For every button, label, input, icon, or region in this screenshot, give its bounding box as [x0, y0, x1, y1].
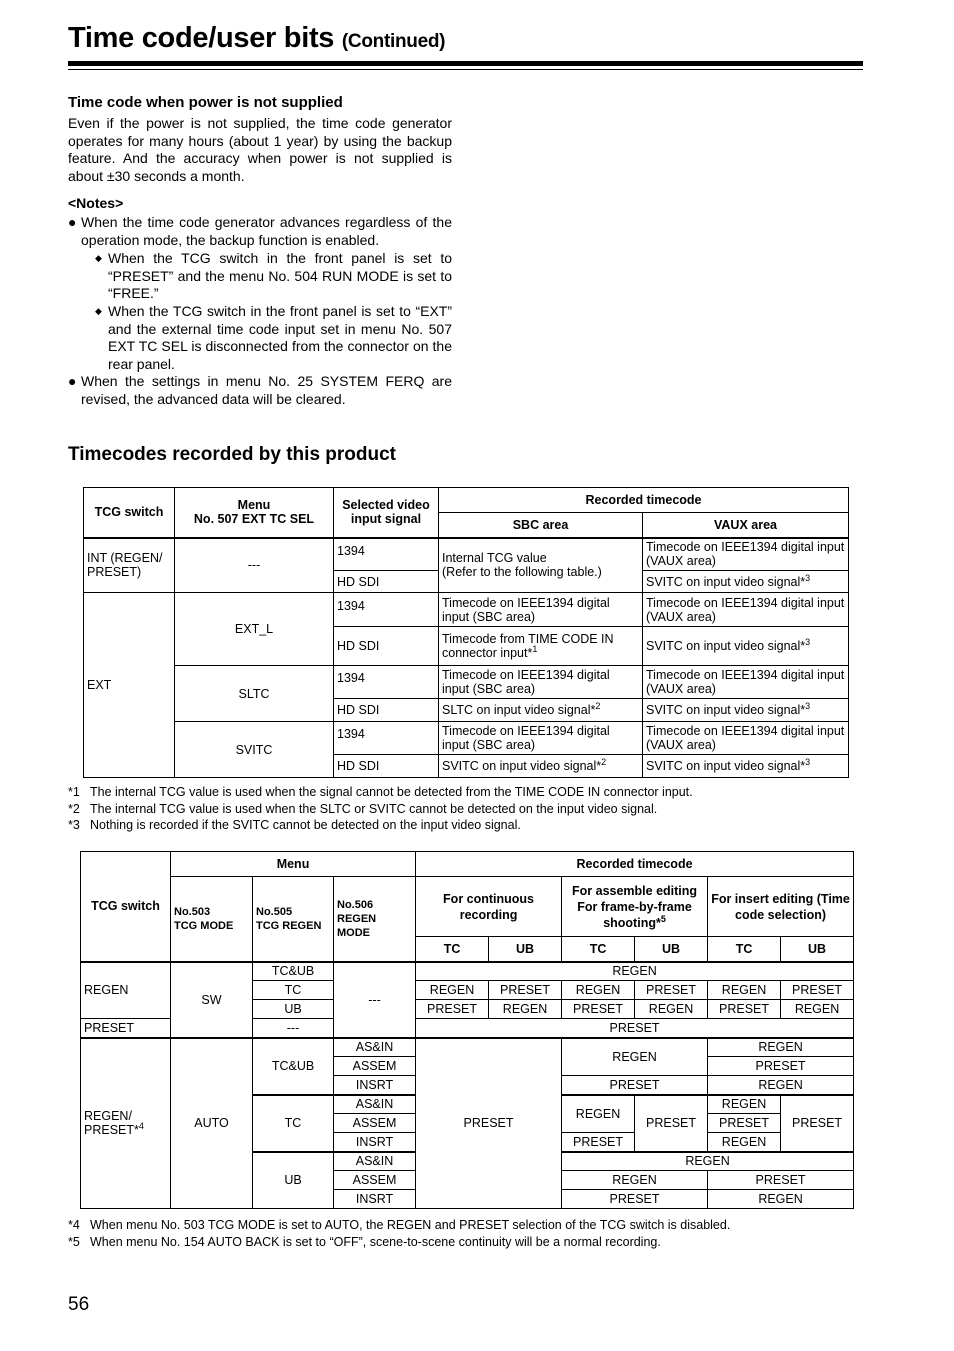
cell-regen: REGEN — [416, 981, 489, 1000]
cell-hdsdi: HD SDI — [334, 755, 439, 778]
cell-internal-tcg: Internal TCG value (Refer to the following table.) — [439, 538, 643, 593]
cell-assem: ASSEM — [334, 1057, 416, 1076]
footnotes-1 — [68, 784, 693, 834]
cell-preset: PRESET — [781, 981, 854, 1000]
th-sbc-area: SBC area — [439, 513, 643, 538]
th-assemble: For assemble editing For frame-by-frame shooting*$^5$ — [562, 877, 708, 937]
cell-ub: UB — [253, 1152, 334, 1209]
cell-preset: PRESET — [416, 1000, 489, 1019]
cell-sw: SW — [171, 962, 253, 1038]
cell-regen: REGEN — [781, 1000, 854, 1019]
timecodes-heading: Timecodes recorded by this product — [68, 444, 397, 465]
cell-preset: PRESET — [81, 1019, 171, 1038]
cell-auto: AUTO — [171, 1038, 253, 1209]
cell-assem: ASSEM — [334, 1114, 416, 1133]
cell-tc-from-in: Timecode from TIME CODE IN connector input*$^1$ — [439, 627, 643, 666]
cell-hdsdi: HD SDI — [334, 571, 439, 593]
cell-ext-l: EXT_L — [175, 593, 334, 666]
footnote: *2 The internal TCG value is used when the SLTC or SVITC cannot be detected on the input video signal. — [68, 801, 658, 816]
cell-preset: PRESET — [562, 1133, 635, 1152]
cell-ieee-vaux: Timecode on IEEE1394 digital input (VAUX area) — [643, 538, 849, 571]
diamond-bullet-icon: ◆ — [95, 306, 102, 316]
cell-regen: REGEN — [562, 1095, 635, 1133]
cell-1394: 1394 — [334, 593, 439, 627]
cell-hdsdi: HD SDI — [334, 699, 439, 722]
page-number: 56 — [68, 1294, 90, 1315]
timecode-table — [83, 487, 849, 778]
cell-svitc-input: SVITC on input video signal*$^3$ — [643, 699, 849, 722]
cell-regen: REGEN — [562, 1171, 708, 1190]
cell-preset: PRESET — [562, 1000, 635, 1019]
th-tc: TC — [562, 937, 635, 962]
cell-regen: REGEN — [708, 1190, 854, 1209]
bullet-icon: ● — [68, 214, 77, 230]
note-item: ● When the time code generator advances regardless of the operation mode, the backup function is enabled. — [68, 214, 452, 248]
th-menu: Menu — [171, 852, 416, 877]
cell-svitc-input: SVITC on input video signal*$^2$ — [439, 755, 643, 778]
th-tc: TC — [416, 937, 489, 962]
cell-int: INT (REGEN/ PRESET) — [84, 538, 175, 593]
cell-regen: REGEN — [708, 1038, 854, 1057]
cell-insrt: INSRT — [334, 1133, 416, 1152]
cell-regen: REGEN — [635, 1000, 708, 1019]
cell-tc: TC — [253, 981, 334, 1000]
title-rule-thin — [68, 69, 863, 70]
power-heading: Time code when power is not supplied — [68, 94, 343, 111]
cell-ieee-vaux: Timecode on IEEE1394 digital input (VAUX area) — [643, 593, 849, 627]
footnote: *5 When menu No. 154 AUTO BACK is set to “OFF”, scene-to-scene continuity will be a normal recording. — [68, 1234, 661, 1249]
th-selected-video: Selected video input signal — [334, 488, 439, 538]
th-no503: No.503 TCG MODE — [171, 877, 253, 962]
cell-dashes: --- — [175, 538, 334, 593]
cell-tcub: TC&UB — [253, 1038, 334, 1095]
cell-preset: PRESET — [635, 981, 708, 1000]
th-tcg-switch: TCG switch — [84, 488, 175, 538]
cell-hdsdi: HD SDI — [334, 627, 439, 666]
cell-regen: REGEN — [416, 962, 854, 981]
th-tc: TC — [708, 937, 781, 962]
cell-dashes: --- — [334, 962, 416, 1038]
th-ub: UB — [635, 937, 708, 962]
cell-preset: PRESET — [635, 1095, 708, 1152]
th-no505: No.505 TCG REGEN — [253, 877, 334, 962]
th-vaux-area: VAUX area — [643, 513, 849, 538]
cell-preset: PRESET — [781, 1095, 854, 1152]
cell-ext: EXT — [84, 593, 175, 778]
cell-1394: 1394 — [334, 722, 439, 755]
cell-svitc-input: SVITC on input video signal*$^3$ — [643, 755, 849, 778]
cell-preset: PRESET — [416, 1019, 854, 1038]
cell-1394: 1394 — [334, 538, 439, 571]
cell-sltc-input: SLTC on input video signal*$^2$ — [439, 699, 643, 722]
cell-tcub: TC&UB — [253, 962, 334, 981]
cell-ub: UB — [253, 1000, 334, 1019]
cell-regen: REGEN — [708, 981, 781, 1000]
bullet-icon: ● — [68, 373, 77, 389]
cell-asin: AS&IN — [334, 1038, 416, 1057]
th-recorded-timecode: Recorded timecode — [439, 488, 849, 513]
cell-regen: REGEN — [562, 981, 635, 1000]
cell-sltc: SLTC — [175, 666, 334, 722]
cell-regen: REGEN — [708, 1133, 781, 1152]
cell-preset: PRESET — [708, 1171, 854, 1190]
cell-regen: REGEN — [708, 1076, 854, 1095]
note-item: ● When the settings in menu No. 25 SYSTEM FERQ are revised, the advanced data will be cleared. — [68, 373, 452, 407]
cell-regen: REGEN — [562, 1152, 854, 1171]
cell-preset: PRESET — [562, 1076, 708, 1095]
title-rule-thick — [68, 61, 863, 66]
cell-ieee-sbc: Timecode on IEEE1394 digital input (SBC area) — [439, 593, 643, 627]
cell-svitc-input: SVITC on input video signal*$^3$ — [643, 571, 849, 593]
cell-svitc: SVITC — [175, 722, 334, 778]
cell-ieee-vaux: Timecode on IEEE1394 digital input (VAUX area) — [643, 722, 849, 755]
th-no506: No.506 REGEN MODE — [334, 877, 416, 962]
note-subitem: ◆ When the TCG switch in the front panel is set to “EXT” and the external time code input set in menu No. 507 EXT TC SEL is disconnected from the connector on the rear panel. — [95, 303, 452, 372]
cell-preset: PRESET — [416, 1038, 562, 1209]
cell-regen: REGEN — [489, 1000, 562, 1019]
cell-regen-preset: REGEN/ PRESET*$^4$ — [81, 1038, 171, 1209]
footnote: *1 The internal TCG value is used when the signal cannot be detected from the TIME CODE IN connector input. — [68, 785, 693, 799]
cell-tc: TC — [253, 1095, 334, 1152]
note-subitem: ◆ When the TCG switch in the front panel is set to “PRESET” and the menu No. 504 RUN MODE is set to “FREE.” — [95, 250, 452, 302]
th-ub: UB — [781, 937, 854, 962]
cell-preset: PRESET — [708, 1000, 781, 1019]
cell-dashes: --- — [253, 1019, 334, 1038]
cell-asin: AS&IN — [334, 1152, 416, 1171]
cell-insrt: INSRT — [334, 1076, 416, 1095]
cell-preset: PRESET — [708, 1057, 854, 1076]
th-insert: For insert editing (Time code selection) — [708, 877, 854, 937]
footnotes-2 — [68, 1217, 730, 1250]
th-ub: UB — [489, 937, 562, 962]
th-menu: Menu No. 507 EXT TC SEL — [175, 488, 334, 538]
cell-1394: 1394 — [334, 666, 439, 699]
th-recorded-timecode: Recorded timecode — [416, 852, 854, 877]
footnote: *3 Nothing is recorded if the SVITC cannot be detected on the input video signal. — [68, 818, 521, 832]
cell-regen: REGEN — [708, 1095, 781, 1114]
cell-ieee-vaux: Timecode on IEEE1394 digital input (VAUX area) — [643, 666, 849, 699]
th-tcg-switch: TCG switch — [81, 852, 171, 962]
cell-regen: REGEN — [562, 1038, 708, 1076]
page-title: Time code/user bits (Continued) — [68, 22, 446, 54]
tcg-mode-table — [80, 851, 854, 1209]
cell-assem: ASSEM — [334, 1171, 416, 1190]
cell-svitc-input: SVITC on input video signal*$^3$ — [643, 627, 849, 666]
cell-insrt: INSRT — [334, 1190, 416, 1209]
footnote: *4 When menu No. 503 TCG MODE is set to AUTO, the REGEN and PRESET selection of the TCG switch is disabled. — [68, 1218, 731, 1232]
diamond-bullet-icon: ◆ — [95, 253, 102, 263]
notes-heading: <Notes> — [68, 195, 124, 211]
cell-ieee-sbc: Timecode on IEEE1394 digital input (SBC area) — [439, 666, 643, 699]
power-body: Even if the power is not supplied, the time code generator operates for many hours (about 1 year) by using the backup feature. And the accuracy when power is not supplied is about ±30 seconds a month. — [68, 115, 452, 184]
cell-preset: PRESET — [708, 1114, 781, 1133]
cell-ieee-sbc: Timecode on IEEE1394 digital input (SBC area) — [439, 722, 643, 755]
cell-preset: PRESET — [562, 1190, 708, 1209]
cell-preset: PRESET — [489, 981, 562, 1000]
cell-regen: REGEN — [81, 962, 171, 1019]
cell-asin: AS&IN — [334, 1095, 416, 1114]
th-continuous: For continuous recording — [416, 877, 562, 937]
